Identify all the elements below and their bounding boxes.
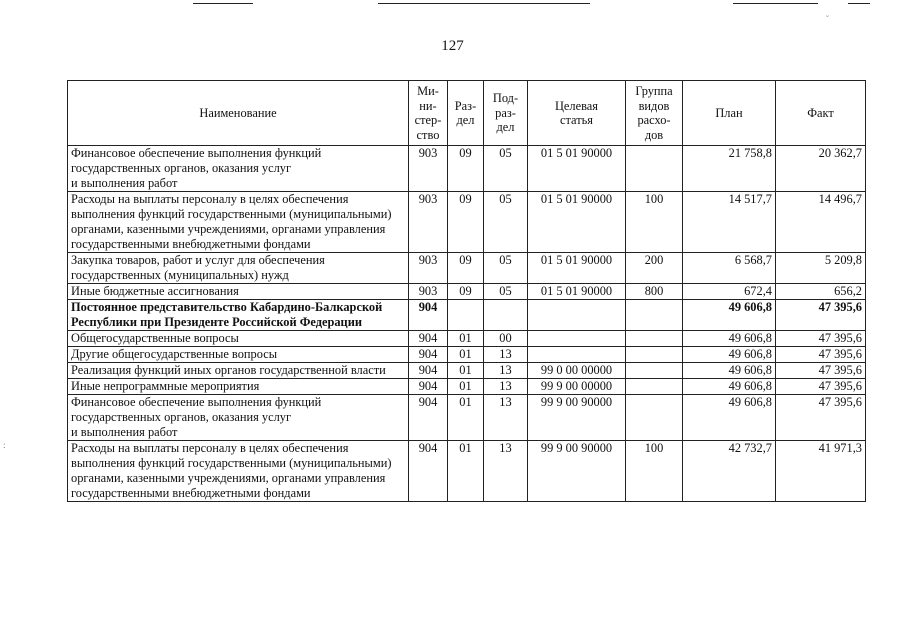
cell-target: 01 5 01 90000 [528, 253, 626, 284]
cell-group [626, 300, 683, 331]
cell-ministry: 903 [409, 253, 448, 284]
cell-plan: 49 606,8 [683, 363, 776, 379]
cell-section: 09 [448, 146, 484, 192]
cell-ministry: 903 [409, 192, 448, 253]
table-header-row [68, 81, 866, 146]
cell-fact: 5 209,8 [776, 253, 866, 284]
scan-speck: ˘ [826, 14, 829, 24]
table-row [68, 192, 866, 253]
cell-section: 09 [448, 192, 484, 253]
cell-name: Иные непрограммные мероприятия [68, 379, 409, 395]
scan-artifact-line [378, 3, 590, 4]
cell-plan: 14 517,7 [683, 192, 776, 253]
scan-artifact-line [193, 3, 253, 4]
cell-group: 200 [626, 253, 683, 284]
scan-speck: : [3, 440, 6, 450]
cell-section: 09 [448, 253, 484, 284]
cell-target: 99 9 00 00000 [528, 379, 626, 395]
cell-fact: 47 395,6 [776, 363, 866, 379]
cell-group [626, 347, 683, 363]
cell-fact: 656,2 [776, 284, 866, 300]
cell-fact: 41 971,3 [776, 441, 866, 502]
cell-subsection: 13 [484, 441, 528, 502]
cell-name: Постоянное представительство Кабардино-Балкарской Республики при Президенте Российской Федерации [68, 300, 409, 331]
cell-group [626, 146, 683, 192]
cell-subsection: 05 [484, 192, 528, 253]
cell-fact: 47 395,6 [776, 347, 866, 363]
cell-ministry: 904 [409, 347, 448, 363]
cell-plan: 42 732,7 [683, 441, 776, 502]
cell-name: Другие общегосударственные вопросы [68, 347, 409, 363]
cell-target: 01 5 01 90000 [528, 284, 626, 300]
cell-subsection [484, 300, 528, 331]
table-row [68, 379, 866, 395]
cell-ministry: 904 [409, 300, 448, 331]
cell-ministry: 904 [409, 441, 448, 502]
table-row [68, 300, 866, 331]
cell-subsection: 13 [484, 347, 528, 363]
cell-name: Общегосударственные вопросы [68, 331, 409, 347]
table-row [68, 146, 866, 192]
cell-group: 100 [626, 192, 683, 253]
cell-fact: 14 496,7 [776, 192, 866, 253]
cell-name: Расходы на выплаты персоналу в целях обеспечения выполнения функций государственными (муниципальными) органами, казенными учреждениями, органами управления государственными внебюджетными фондами [68, 192, 409, 253]
cell-fact: 47 395,6 [776, 395, 866, 441]
cell-section: 01 [448, 395, 484, 441]
scan-artifact-line [733, 3, 818, 4]
cell-ministry: 904 [409, 363, 448, 379]
cell-section: 01 [448, 441, 484, 502]
header-ministry: Ми- ни- стер- ство [409, 81, 448, 146]
cell-fact: 20 362,7 [776, 146, 866, 192]
cell-target: 99 9 00 90000 [528, 441, 626, 502]
table-row [68, 331, 866, 347]
header-subsection: Под- раз- дел [484, 81, 528, 146]
cell-target: 01 5 01 90000 [528, 192, 626, 253]
cell-target: 99 9 00 90000 [528, 395, 626, 441]
scan-artifact-line [848, 3, 870, 4]
cell-fact: 47 395,6 [776, 331, 866, 347]
cell-ministry: 903 [409, 284, 448, 300]
cell-section: 01 [448, 363, 484, 379]
cell-subsection: 13 [484, 395, 528, 441]
cell-plan: 6 568,7 [683, 253, 776, 284]
table-row [68, 347, 866, 363]
table-row [68, 284, 866, 300]
cell-target [528, 300, 626, 331]
cell-plan: 49 606,8 [683, 300, 776, 331]
table-row [68, 441, 866, 502]
cell-section: 01 [448, 331, 484, 347]
cell-ministry: 904 [409, 331, 448, 347]
cell-group [626, 363, 683, 379]
cell-target: 99 0 00 00000 [528, 363, 626, 379]
cell-subsection: 00 [484, 331, 528, 347]
page-number: 127 [441, 38, 464, 54]
cell-group: 100 [626, 441, 683, 502]
cell-ministry: 903 [409, 146, 448, 192]
cell-name: Иные бюджетные ассигнования [68, 284, 409, 300]
cell-subsection: 13 [484, 363, 528, 379]
header-name: Наименование [68, 81, 409, 146]
table-row [68, 363, 866, 379]
cell-group: 800 [626, 284, 683, 300]
cell-subsection: 13 [484, 379, 528, 395]
cell-section: 01 [448, 379, 484, 395]
table-body [68, 146, 866, 502]
cell-ministry: 904 [409, 395, 448, 441]
cell-name: Расходы на выплаты персоналу в целях обеспечения выполнения функций государственными (муниципальными) органами, казенными учреждениями, органами управления государственными внебюджетными фондами [68, 441, 409, 502]
table-row [68, 395, 866, 441]
cell-group [626, 379, 683, 395]
cell-name: Финансовое обеспечение выполнения функций государственных органов, оказания услуг и выполнения работ [68, 146, 409, 192]
cell-target [528, 347, 626, 363]
cell-section [448, 300, 484, 331]
header-fact: Факт [776, 81, 866, 146]
cell-fact: 47 395,6 [776, 379, 866, 395]
cell-section: 09 [448, 284, 484, 300]
cell-name: Финансовое обеспечение выполнения функций государственных органов, оказания услуг и выполнения работ [68, 395, 409, 441]
cell-fact: 47 395,6 [776, 300, 866, 331]
cell-plan: 49 606,8 [683, 395, 776, 441]
cell-group [626, 331, 683, 347]
header-target: Целевая статья [528, 81, 626, 146]
cell-target [528, 331, 626, 347]
cell-section: 01 [448, 347, 484, 363]
cell-subsection: 05 [484, 253, 528, 284]
cell-target: 01 5 01 90000 [528, 146, 626, 192]
cell-name: Реализация функций иных органов государственной власти [68, 363, 409, 379]
cell-name: Закупка товаров, работ и услуг для обеспечения государственных (муниципальных) нужд [68, 253, 409, 284]
cell-plan: 49 606,8 [683, 379, 776, 395]
header-group: Группа видов расхо- дов [626, 81, 683, 146]
cell-ministry: 904 [409, 379, 448, 395]
cell-plan: 49 606,8 [683, 331, 776, 347]
header-plan: План [683, 81, 776, 146]
cell-subsection: 05 [484, 284, 528, 300]
cell-group [626, 395, 683, 441]
cell-plan: 49 606,8 [683, 347, 776, 363]
cell-subsection: 05 [484, 146, 528, 192]
table-row [68, 253, 866, 284]
budget-table [67, 80, 866, 502]
cell-plan: 21 758,8 [683, 146, 776, 192]
cell-plan: 672,4 [683, 284, 776, 300]
header-section: Раз- дел [448, 81, 484, 146]
